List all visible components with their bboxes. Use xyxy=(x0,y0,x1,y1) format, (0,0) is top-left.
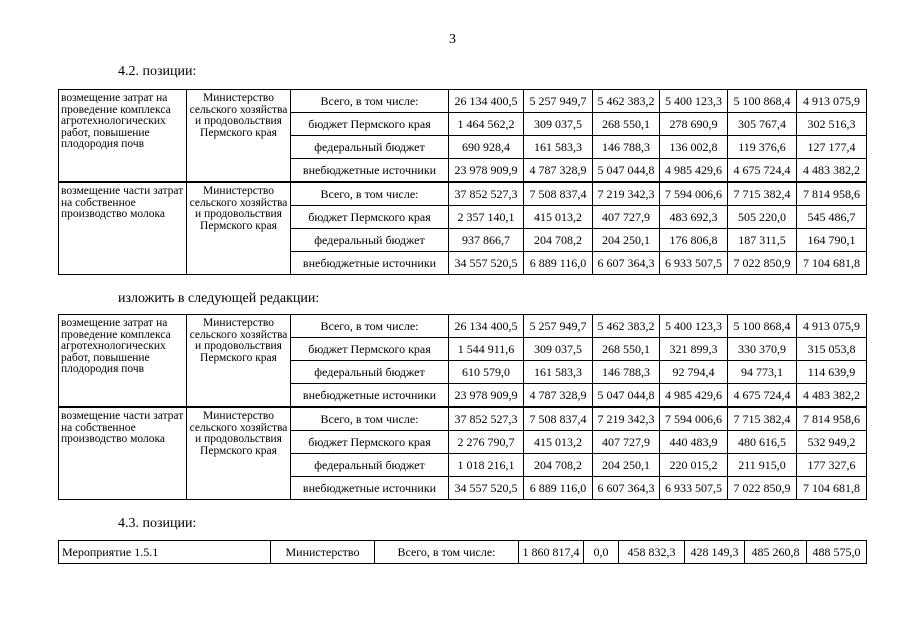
measure-cell: возмещение затрат на проведение комплекса агротехнологических работ, повышение плодородия почв xyxy=(59,90,187,183)
value-cell: 330 370,9 xyxy=(728,338,797,361)
source-cell: внебюджетные источники xyxy=(291,252,449,275)
value-cell: 114 639,9 xyxy=(797,361,867,384)
source-cell: Всего, в том числе: xyxy=(375,541,519,564)
value-cell: 268 550,1 xyxy=(593,113,660,136)
source-cell: федеральный бюджет xyxy=(291,361,449,384)
source-cell: федеральный бюджет xyxy=(291,454,449,477)
value-cell: 5 257 949,7 xyxy=(524,315,593,338)
value-cell: 7 104 681,8 xyxy=(797,477,867,500)
value-cell: 37 852 527,3 xyxy=(449,182,524,206)
value-cell: 204 708,2 xyxy=(524,454,593,477)
source-cell: бюджет Пермского края xyxy=(291,113,449,136)
value-cell: 278 690,9 xyxy=(660,113,728,136)
source-cell: Всего, в том числе: xyxy=(291,315,449,338)
ministry-cell: Министерство сельского хозяйства и продовольствия Пермского края xyxy=(187,407,291,500)
value-cell: 127 177,4 xyxy=(797,136,867,159)
value-cell: 161 583,3 xyxy=(524,136,593,159)
value-cell: 7 715 382,4 xyxy=(728,407,797,431)
ministry-cell: Министерство сельского хозяйства и продовольствия Пермского края xyxy=(187,315,291,408)
new-positions-table xyxy=(58,314,867,500)
value-cell: 37 852 527,3 xyxy=(449,407,524,431)
value-cell: 4 787 328,9 xyxy=(524,384,593,408)
value-cell: 937 866,7 xyxy=(449,229,524,252)
value-cell: 4 913 075,9 xyxy=(797,315,867,338)
value-cell: 1 544 911,6 xyxy=(449,338,524,361)
value-cell: 5 462 383,2 xyxy=(593,90,660,113)
value-cell: 92 794,4 xyxy=(660,361,728,384)
value-cell: 146 788,3 xyxy=(593,136,660,159)
value-cell: 407 727,9 xyxy=(593,431,660,454)
value-cell: 4 985 429,6 xyxy=(660,159,728,183)
value-cell: 610 579,0 xyxy=(449,361,524,384)
value-cell: 6 889 116,0 xyxy=(524,252,593,275)
value-cell: 4 913 075,9 xyxy=(797,90,867,113)
value-cell: 458 832,3 xyxy=(619,541,685,564)
value-cell: 34 557 520,5 xyxy=(449,477,524,500)
value-cell: 309 037,5 xyxy=(524,338,593,361)
value-cell: 4 483 382,2 xyxy=(797,159,867,183)
source-cell: внебюджетные источники xyxy=(291,477,449,500)
value-cell: 7 508 837,4 xyxy=(524,182,593,206)
value-cell: 136 002,8 xyxy=(660,136,728,159)
value-cell: 211 915,0 xyxy=(728,454,797,477)
source-cell: бюджет Пермского края xyxy=(291,206,449,229)
value-cell: 415 013,2 xyxy=(524,206,593,229)
value-cell: 415 013,2 xyxy=(524,431,593,454)
value-cell: 305 767,4 xyxy=(728,113,797,136)
value-cell: 1 018 216,1 xyxy=(449,454,524,477)
replace-instruction: изложить в следующей редакции: xyxy=(118,291,320,306)
value-cell: 5 100 868,4 xyxy=(728,90,797,113)
value-cell: 94 773,1 xyxy=(728,361,797,384)
value-cell: 7 022 850,9 xyxy=(728,477,797,500)
value-cell: 268 550,1 xyxy=(593,338,660,361)
source-cell: внебюджетные источники xyxy=(291,384,449,408)
value-cell: 164 790,1 xyxy=(797,229,867,252)
value-cell: 7 594 006,6 xyxy=(660,182,728,206)
value-cell: 483 692,3 xyxy=(660,206,728,229)
measure-cell: Мероприятие 1.5.1 xyxy=(59,541,271,564)
value-cell: 4 675 724,4 xyxy=(728,384,797,408)
value-cell: 407 727,9 xyxy=(593,206,660,229)
value-cell: 302 516,3 xyxy=(797,113,867,136)
value-cell: 545 486,7 xyxy=(797,206,867,229)
value-cell: 480 616,5 xyxy=(728,431,797,454)
measure-cell: возмещение затрат на проведение комплекса агротехнологических работ, повышение плодородия почв xyxy=(59,315,187,408)
value-cell: 5 400 123,3 xyxy=(660,315,728,338)
value-cell: 7 814 958,6 xyxy=(797,182,867,206)
value-cell: 5 257 949,7 xyxy=(524,90,593,113)
old-positions-table xyxy=(58,89,867,275)
value-cell: 7 715 382,4 xyxy=(728,182,797,206)
value-cell: 6 933 507,5 xyxy=(660,252,728,275)
ministry-cell: Министерство сельского хозяйства и продовольствия Пермского края xyxy=(187,90,291,183)
value-cell: 485 260,8 xyxy=(745,541,807,564)
value-cell: 176 806,8 xyxy=(660,229,728,252)
source-cell: внебюджетные источники xyxy=(291,159,449,183)
value-cell: 204 250,1 xyxy=(593,454,660,477)
value-cell: 4 787 328,9 xyxy=(524,159,593,183)
value-cell: 7 508 837,4 xyxy=(524,407,593,431)
value-cell: 177 327,6 xyxy=(797,454,867,477)
table-row xyxy=(59,315,867,338)
value-cell: 204 708,2 xyxy=(524,229,593,252)
positions-table-4-3 xyxy=(58,540,867,564)
value-cell: 7 814 958,6 xyxy=(797,407,867,431)
source-cell: Всего, в том числе: xyxy=(291,90,449,113)
value-cell: 309 037,5 xyxy=(524,113,593,136)
value-cell: 5 047 044,8 xyxy=(593,384,660,408)
value-cell: 2 276 790,7 xyxy=(449,431,524,454)
value-cell: 0,0 xyxy=(584,541,619,564)
value-cell: 440 483,9 xyxy=(660,431,728,454)
value-cell: 7 022 850,9 xyxy=(728,252,797,275)
value-cell: 26 134 400,5 xyxy=(449,315,524,338)
value-cell: 5 400 123,3 xyxy=(660,90,728,113)
value-cell: 146 788,3 xyxy=(593,361,660,384)
value-cell: 7 104 681,8 xyxy=(797,252,867,275)
value-cell: 187 311,5 xyxy=(728,229,797,252)
source-cell: бюджет Пермского края xyxy=(291,338,449,361)
measure-cell: возмещение части затрат на собственное производство молока xyxy=(59,182,187,275)
value-cell: 5 462 383,2 xyxy=(593,315,660,338)
value-cell: 23 978 909,9 xyxy=(449,384,524,408)
value-cell: 119 376,6 xyxy=(728,136,797,159)
ministry-cell: Министерство сельского хозяйства и продовольствия Пермского края xyxy=(187,182,291,275)
value-cell: 6 607 364,3 xyxy=(593,252,660,275)
value-cell: 315 053,8 xyxy=(797,338,867,361)
value-cell: 204 250,1 xyxy=(593,229,660,252)
value-cell: 4 985 429,6 xyxy=(660,384,728,408)
value-cell: 220 015,2 xyxy=(660,454,728,477)
value-cell: 2 357 140,1 xyxy=(449,206,524,229)
value-cell: 321 899,3 xyxy=(660,338,728,361)
source-cell: бюджет Пермского края xyxy=(291,431,449,454)
value-cell: 4 675 724,4 xyxy=(728,159,797,183)
page-number: 3 xyxy=(449,32,456,47)
value-cell: 6 933 507,5 xyxy=(660,477,728,500)
value-cell: 34 557 520,5 xyxy=(449,252,524,275)
value-cell: 26 134 400,5 xyxy=(449,90,524,113)
value-cell: 23 978 909,9 xyxy=(449,159,524,183)
table-row xyxy=(59,407,867,431)
value-cell: 7 219 342,3 xyxy=(593,182,660,206)
value-cell: 532 949,2 xyxy=(797,431,867,454)
value-cell: 1 464 562,2 xyxy=(449,113,524,136)
value-cell: 428 149,3 xyxy=(685,541,745,564)
ministry-cell: Министерство xyxy=(271,541,375,564)
value-cell: 7 219 342,3 xyxy=(593,407,660,431)
source-cell: Всего, в том числе: xyxy=(291,182,449,206)
source-cell: федеральный бюджет xyxy=(291,136,449,159)
value-cell: 5 100 868,4 xyxy=(728,315,797,338)
value-cell: 6 889 116,0 xyxy=(524,477,593,500)
table-row xyxy=(59,182,867,206)
value-cell: 690 928,4 xyxy=(449,136,524,159)
value-cell: 505 220,0 xyxy=(728,206,797,229)
value-cell: 1 860 817,4 xyxy=(519,541,584,564)
value-cell: 488 575,0 xyxy=(807,541,867,564)
source-cell: федеральный бюджет xyxy=(291,229,449,252)
value-cell: 161 583,3 xyxy=(524,361,593,384)
value-cell: 6 607 364,3 xyxy=(593,477,660,500)
table-row xyxy=(59,90,867,113)
table-row xyxy=(59,541,867,564)
value-cell: 5 047 044,8 xyxy=(593,159,660,183)
value-cell: 4 483 382,2 xyxy=(797,384,867,408)
section-heading-4-2: 4.2. позиции: xyxy=(118,64,197,79)
value-cell: 7 594 006,6 xyxy=(660,407,728,431)
section-heading-4-3: 4.3. позиции: xyxy=(118,516,197,531)
measure-cell: возмещение части затрат на собственное производство молока xyxy=(59,407,187,500)
source-cell: Всего, в том числе: xyxy=(291,407,449,431)
